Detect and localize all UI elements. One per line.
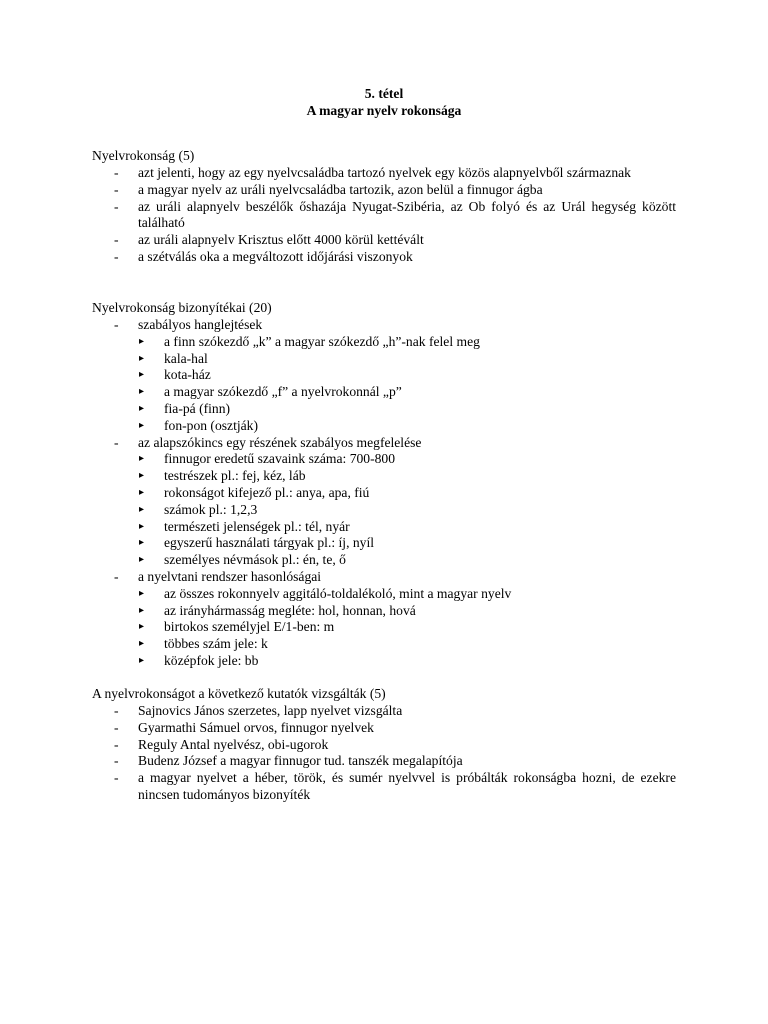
list-item: - a szétválás oka a megváltozott időjárási viszonyok xyxy=(92,249,676,266)
title-block xyxy=(0,86,768,120)
list-item: - az alapszókincs egy részének szabályos megfelelése xyxy=(92,435,676,452)
list-item: - Budenz József a magyar finnugor tud. tanszék megalapítója xyxy=(92,753,676,770)
sub-list-item: ▸ kala-hal xyxy=(92,351,676,368)
section-heading: A nyelvrokonságot a következő kutatók vizsgálták (5) xyxy=(92,686,386,701)
sub-list-item: ▸ finnugor eredetű szavaink száma: 700-800 xyxy=(92,451,676,468)
document-title: A magyar nyelv rokonsága xyxy=(306,103,462,118)
sub-list-item: ▸ testrészek pl.: fej, kéz, láb xyxy=(92,468,676,485)
sub-list xyxy=(92,334,676,435)
sub-list-item: ▸ az irányhármasság megléte: hol, honnan, hová xyxy=(92,603,676,620)
sub-list-item: ▸ fia-pá (finn) xyxy=(92,401,676,418)
sub-list-item: ▸ a magyar szókezdő „f” a nyelvrokonnál „p” xyxy=(92,384,676,401)
sub-list-item: ▸ többes szám jele: k xyxy=(92,636,676,653)
sub-list-item: ▸ középfok jele: bb xyxy=(92,653,676,670)
section-heading: Nyelvrokonság (5) xyxy=(92,148,195,163)
list-item: - azt jelenti, hogy az egy nyelvcsaládba tartozó nyelvek egy közös alapnyelvből származnak xyxy=(92,165,676,182)
section-nyelvrokonsag xyxy=(92,148,676,266)
sub-list-item: ▸ egyszerű használati tárgyak pl.: íj, nyíl xyxy=(92,535,676,552)
sub-list-item: ▸ az összes rokonnyelv aggitáló-toldalékoló, mint a magyar nyelv xyxy=(92,586,676,603)
section-heading: Nyelvrokonság bizonyítékai (20) xyxy=(92,300,272,315)
list-item: - szabályos hanglejtések xyxy=(92,317,676,334)
list-item: - az uráli alapnyelv beszélők őshazája Nyugat-Szibéria, az Ob folyó és az Urál hegység között található xyxy=(92,199,676,233)
list-item: - a nyelvtani rendszer hasonlóságai xyxy=(92,569,676,586)
sub-list-item: ▸ számok pl.: 1,2,3 xyxy=(92,502,676,519)
list-item: - a magyar nyelv az uráli nyelvcsaládba tartozik, azon belül a finnugor ágba xyxy=(92,182,676,199)
section-bizonyitekok xyxy=(92,300,676,670)
sub-list-item: ▸ fon-pon (osztják) xyxy=(92,418,676,435)
sub-list-item: ▸ személyes névmások pl.: én, te, ő xyxy=(92,552,676,569)
exam-topic-number: 5. tétel xyxy=(364,86,404,101)
list-item: - Reguly Antal nyelvész, obi-ugorok xyxy=(92,737,676,754)
sub-list xyxy=(92,586,676,670)
list-item: - az uráli alapnyelv Krisztus előtt 4000 körül kettévált xyxy=(92,232,676,249)
sub-list-item: ▸ a finn szókezdő „k” a magyar szókezdő „h”-nak felel meg xyxy=(92,334,676,351)
sub-list-item: ▸ rokonságot kifejező pl.: anya, apa, fiú xyxy=(92,485,676,502)
sub-list-item: ▸ kota-ház xyxy=(92,367,676,384)
list-item: - Gyarmathi Sámuel orvos, finnugor nyelvek xyxy=(92,720,676,737)
sub-list-item: ▸ birtokos személyjel E/1-ben: m xyxy=(92,619,676,636)
section-kutatok xyxy=(92,686,676,804)
sub-list xyxy=(92,451,676,569)
list-item: - Sajnovics János szerzetes, lapp nyelvet vizsgálta xyxy=(92,703,676,720)
list-item: - a magyar nyelvet a héber, török, és sumér nyelvvel is próbálták rokonságba hozni, de ezekre nincsen tudományos bizonyíték xyxy=(92,770,676,804)
sub-list-item: ▸ természeti jelenségek pl.: tél, nyár xyxy=(92,519,676,536)
